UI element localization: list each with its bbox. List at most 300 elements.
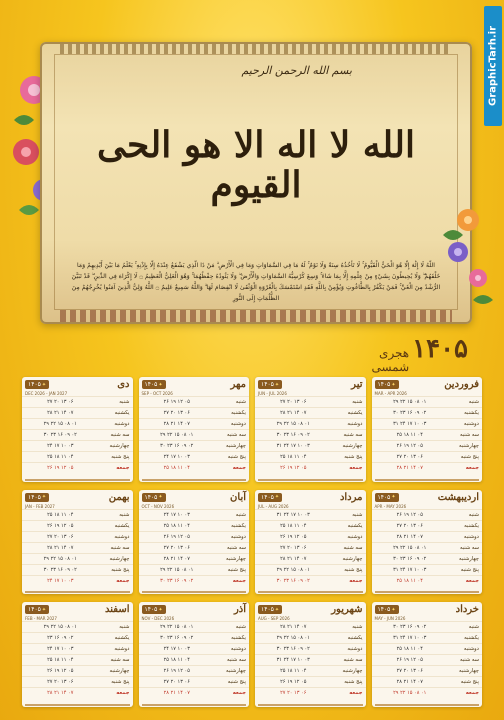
gregorian-range: AUG - SEP 2026 [258,616,290,622]
month-year-badge [375,380,399,389]
month-year-badge [142,493,166,502]
weekday-dates: ۰۷ ۱۴ ۲۱ ۲۸ [396,679,423,686]
weekday-label: چهارشنبه [342,555,363,562]
year-label: هجری شمسی [371,346,410,374]
gregorian-range: NOV - DEC 2026 [141,616,175,622]
weekday-label: شنبه [235,399,246,405]
weekday-dates: ۰۴ ۱۱ ۱۸ ۲۵ [163,522,190,529]
weekday-dates: ۰۱ ۰۸ ۱۵ ۲۲ ۲۹ [160,432,194,438]
weekday-row [372,396,483,407]
weekday-dates: ۰۱ ۰۸ ۱۵ ۲۲ ۲۹ [43,555,77,562]
weekday-row [255,440,366,451]
weekday-label: جمعه [465,577,479,584]
weekday-dates: ۰۵ ۱۲ ۱۹ ۲۶ [280,465,307,471]
weekday-label: شنبه [119,399,130,405]
weekday-row [139,407,250,418]
weekday-row [255,654,366,665]
weekday-dates: ۰۲ ۰۹ ۱۶ ۲۳ ۳۰ [160,443,194,449]
weekday-dates: ۰۱ ۰۸ ۱۵ ۲۲ ۲۹ [160,624,194,631]
weekday-dates: ۰۲ ۰۹ ۱۶ ۲۳ ۳۰ [393,410,427,416]
month-footer-bar [375,479,480,481]
month-name: بهمن [108,491,130,503]
weekday-dates: ۰۷ ۱۴ ۲۱ ۲۸ [163,690,190,697]
weekday-row [139,553,250,564]
star-icon: ✦ [41,494,47,501]
weekday-label: چهارشنبه [226,443,246,449]
weekday-label: یکشنبه [464,522,479,529]
month-card [255,602,366,707]
weekday-dates: ۰۶ ۱۳ ۲۰ ۲۷ [47,399,74,405]
month-year-badge [142,380,166,389]
weekday-dates: ۰۲ ۰۹ ۱۶ ۲۳ ۳۰ [276,432,310,438]
month-card [139,490,250,595]
month-header [22,490,133,504]
weekday-dates: ۰۳ ۱۰ ۱۷ ۲۴ ۳۱ [393,566,427,573]
weekday-label: پنج شنبه [111,566,130,573]
weekday-dates: ۰۴ ۱۱ ۱۸ ۲۵ [280,668,307,675]
month-year: ۱۴۰۵ [144,606,158,614]
year-heading [358,334,468,374]
weekday-label: چهارشنبه [226,668,246,675]
weekday-row [22,440,133,451]
month-name: آبان [230,491,246,503]
weekday-row [372,440,483,451]
weekday-label: یکشنبه [114,635,130,642]
weekday-label: جمعه [465,690,479,697]
weekday-row [22,643,133,654]
month-footer-bar [258,704,363,706]
weekday-dates: ۰۳ ۱۰ ۱۷ ۲۴ [47,443,74,449]
weekday-dates: ۰۵ ۱۲ ۱۹ ۲۶ [47,465,74,471]
weekday-row [372,643,483,654]
weekday-row [372,687,483,698]
weekday-row [22,553,133,564]
month-card [139,377,250,482]
weekday-row [255,553,366,564]
month-name: اردیبهشت [437,491,479,503]
weekday-row [22,418,133,429]
weekday-row [255,407,366,418]
weekday-row [22,542,133,553]
star-icon: ✦ [274,606,280,613]
weekday-dates: ۰۷ ۱۴ ۲۱ ۲۸ [280,624,307,631]
star-icon: ✦ [158,606,163,613]
month-footer-bar [25,704,130,706]
weekday-dates: ۰۷ ۱۴ ۲۱ ۲۸ [47,690,74,697]
month-header [22,377,133,391]
month-year: ۱۴۰۵ [144,381,158,388]
weekday-label: شنبه [468,511,479,518]
weekday-row [372,451,483,462]
gregorian-range: DEC 2026 - JAN 2027 [25,391,68,396]
year-number: ۱۴۰۵ [412,334,468,364]
month-header [139,377,250,391]
weekday-row [255,632,366,643]
month-card [22,490,133,595]
weekday-row [139,429,250,440]
weekday-label: سه شنبه [343,657,363,664]
weekday-dates: ۰۱ ۰۸ ۱۵ ۲۲ ۲۹ [43,421,77,427]
weekday-row [372,632,483,643]
weekday-label: شنبه [119,511,130,518]
weekday-row [139,575,250,586]
weekday-dates: ۰۵ ۱۲ ۱۹ ۲۶ [396,657,423,664]
weekday-dates: ۰۷ ۱۴ ۲۱ ۲۸ [396,533,423,540]
weekday-row [139,542,250,553]
weekday-row [255,621,366,632]
weekday-dates: ۰۶ ۱۳ ۲۰ ۲۷ [280,544,307,551]
month-name: فروردین [444,379,479,390]
weekday-dates: ۰۳ ۱۰ ۱۷ ۲۴ ۳۱ [276,443,310,449]
weekday-dates: ۰۶ ۱۳ ۲۰ ۲۷ [163,679,190,686]
weekday-label: دوشنبه [114,646,130,653]
weekday-dates: ۰۱ ۰۸ ۱۵ ۲۲ ۲۹ [393,690,427,697]
weekday-label: پنج شنبه [227,566,246,573]
weekday-row [22,396,133,407]
weekday-row [255,676,366,687]
weekday-row [372,676,483,687]
weekday-label: دوشنبه [114,533,130,540]
weekday-label: سه شنبه [226,432,246,438]
weekday-label: پنج شنبه [460,566,479,573]
weekday-row [372,553,483,564]
month-footer-bar [258,591,363,593]
weekday-label: جمعه [232,465,246,471]
weekday-row [22,575,133,586]
weekday-dates: ۰۴ ۱۱ ۱۸ ۲۵ [47,454,74,460]
weekday-row [139,531,250,542]
weekday-row [22,451,133,462]
gregorian-range: OCT - NOV 2026 [141,503,175,509]
weekday-dates: ۰۲ ۰۹ ۱۶ ۲۳ ۳۰ [43,432,77,438]
weekday-label: یکشنبه [464,410,479,416]
weekday-dates: ۰۵ ۱۲ ۱۹ ۲۶ [280,679,307,686]
month-year: ۱۴۰۵ [28,493,41,501]
weekday-dates: ۰۱ ۰۸ ۱۵ ۲۲ ۲۹ [276,566,310,573]
weekday-dates: ۰۱ ۰۸ ۱۵ ۲۲ ۲۹ [43,624,77,631]
weekday-label: یکشنبه [231,522,246,529]
weekday-dates: ۰۳ ۱۰ ۱۷ ۲۴ ۳۱ [276,657,310,664]
weekday-row [139,665,250,676]
month-year: ۱۴۰۵ [377,606,391,614]
weekday-dates: ۰۴ ۱۱ ۱۸ ۲۵ [163,465,190,471]
weekday-row [372,665,483,676]
month-header [255,377,366,391]
star-icon: ✦ [391,606,396,613]
weekday-label: دوشنبه [347,646,363,653]
month-name: مهر [230,379,246,390]
month-year-badge [25,605,49,614]
gregorian-range: JUN - JUL 2026 [258,391,287,396]
weekday-dates: ۰۷ ۱۴ ۲۱ ۲۸ [280,555,307,562]
weekday-label: جمعه [465,465,479,471]
weekday-label: یکشنبه [114,410,130,416]
weekday-label: یکشنبه [347,635,363,642]
weekday-row [22,654,133,665]
weekday-label: پنج شنبه [460,454,479,460]
weekday-row [372,575,483,586]
weekday-dates: ۰۶ ۱۳ ۲۰ ۲۷ [47,533,74,540]
weekday-dates: ۰۳ ۱۰ ۱۷ ۲۴ [163,454,190,460]
weekday-row [139,564,250,575]
month-footer-bar [25,591,130,593]
weekday-label: پنج شنبه [227,454,246,460]
month-year-badge [258,380,282,389]
month-footer-bar [375,704,480,706]
weekday-dates: ۰۵ ۱۲ ۱۹ ۲۶ [163,533,190,540]
weekday-label: شنبه [468,624,479,631]
gregorian-range: MAR - APR 2026 [374,391,407,396]
weekday-row [22,564,133,575]
weekday-dates: ۰۶ ۱۳ ۲۰ ۲۷ [280,690,307,697]
weekday-dates: ۰۱ ۰۸ ۱۵ ۲۲ ۲۹ [276,635,310,642]
weekday-dates: ۰۲ ۰۹ ۱۶ ۲۳ ۳۰ [393,624,427,631]
weekday-dates: ۰۲ ۰۹ ۱۶ ۲۳ ۳۰ [393,555,427,562]
weekday-row [372,407,483,418]
weekday-row [139,509,250,520]
weekday-dates: ۰۵ ۱۲ ۱۹ ۲۶ [396,443,423,449]
weekday-label: جمعه [349,465,363,471]
weekday-row [255,418,366,429]
weekday-label: دوشنبه [114,421,130,427]
weekday-row [139,451,250,462]
weekday-label: جمعه [116,577,130,584]
weekday-label: چهارشنبه [342,443,363,449]
weekday-label: دوشنبه [230,533,246,540]
weekday-dates: ۰۳ ۱۰ ۱۷ ۲۴ [163,511,190,518]
weekday-label: دوشنبه [463,646,479,653]
month-card [372,377,483,482]
weekday-dates: ۰۶ ۱۳ ۲۰ ۲۷ [396,522,423,529]
weekday-label: چهارشنبه [459,668,479,675]
weekday-row [372,462,483,473]
bismillah: بسم الله الرحمن الرحیم [241,64,352,77]
weekday-label: چهارشنبه [459,443,479,449]
weekday-dates: ۰۷ ۱۴ ۲۱ ۲۸ [396,465,423,471]
weekday-row [139,687,250,698]
scroll-border-bottom [60,310,452,322]
weekday-label: یکشنبه [347,522,363,529]
weekday-row [372,542,483,553]
calligraphy-title: الله لا اله الا هو الحی القیوم [97,124,415,206]
weekday-row [255,687,366,698]
star-icon: ✦ [41,606,47,613]
weekday-dates: ۰۷ ۱۴ ۲۱ ۲۸ [163,555,190,562]
weekday-dates: ۰۵ ۱۲ ۱۹ ۲۶ [163,399,190,405]
weekday-label: سه شنبه [110,657,130,664]
gregorian-range: FEB - MAR 2027 [25,616,57,622]
weekday-label: سه شنبه [459,657,479,664]
weekday-dates: ۰۲ ۰۹ ۱۶ ۲۳ ۳۰ [276,646,310,653]
weekday-row [139,520,250,531]
weekday-label: جمعه [232,690,246,697]
month-year: ۱۴۰۵ [261,606,274,614]
weekday-row [22,665,133,676]
weekday-row [139,440,250,451]
weekday-row [372,621,483,632]
flower-bouquet-right [438,190,498,310]
weekday-row [255,542,366,553]
weekday-dates: ۰۵ ۱۲ ۱۹ ۲۶ [47,668,74,675]
weekday-label: پنج شنبه [460,679,479,686]
gregorian-range: MAY - JUN 2026 [374,616,406,622]
month-year: ۱۴۰۵ [261,493,274,501]
weekday-label: چهارشنبه [342,668,363,675]
weekday-row [372,564,483,575]
weekday-label: شنبه [352,399,363,405]
weekday-label: سه شنبه [343,544,363,551]
scroll-border-top [60,44,452,54]
weekday-label: جمعه [116,690,130,697]
weekday-label: شنبه [235,511,246,518]
weekday-dates: ۰۴ ۱۱ ۱۸ ۲۵ [396,646,423,653]
weekday-dates: ۰۶ ۱۳ ۲۰ ۲۷ [163,410,190,416]
weekday-row [22,462,133,473]
weekday-label: یکشنبه [231,410,246,416]
weekday-label: جمعه [232,577,246,584]
month-year-badge [258,605,282,614]
weekday-label: دوشنبه [347,533,363,540]
weekday-label: دوشنبه [347,421,363,427]
weekday-row [372,418,483,429]
month-card [255,377,366,482]
weekday-label: شنبه [352,624,363,631]
month-year: ۱۴۰۵ [28,381,41,388]
weekday-label: پنج شنبه [344,454,363,460]
weekday-row [22,407,133,418]
weekday-row [255,429,366,440]
weekday-row [255,396,366,407]
weekday-row [22,621,133,632]
weekday-dates: ۰۲ ۰۹ ۱۶ ۲۳ ۳۰ [160,577,194,584]
weekday-label: چهارشنبه [459,555,479,562]
month-year-badge [25,380,49,389]
weekday-row [22,520,133,531]
month-name: مرداد [339,491,363,503]
weekday-label: سه شنبه [226,657,246,664]
weekday-row [22,531,133,542]
weekday-label: شنبه [119,624,130,631]
weekday-dates: ۰۷ ۱۴ ۲۱ ۲۸ [280,410,307,416]
weekday-label: جمعه [116,465,130,471]
weekday-dates: ۰۷ ۱۴ ۲۱ ۲۸ [47,544,74,551]
weekday-dates: ۰۳ ۱۰ ۱۷ ۲۴ [47,646,74,653]
weekday-row [22,687,133,698]
gregorian-range: SEP - OCT 2026 [141,391,173,396]
weekday-dates: ۰۲ ۰۹ ۱۶ ۲۳ ۳۰ [43,566,77,573]
weekday-label: جمعه [349,577,363,584]
weekday-row [372,429,483,440]
month-year-badge [25,493,49,502]
weekday-dates: ۰۵ ۱۲ ۱۹ ۲۶ [396,511,423,518]
month-header [255,602,366,616]
weekday-row [372,531,483,542]
weekday-dates: ۰۷ ۱۴ ۲۱ ۲۸ [163,421,190,427]
month-year: ۱۴۰۵ [261,381,274,388]
weekday-dates: ۰۲ ۰۹ ۱۶ ۲۳ [47,635,74,642]
weekday-dates: ۰۳ ۱۰ ۱۷ ۲۴ ۳۱ [393,635,427,642]
weekday-dates: ۰۴ ۱۱ ۱۸ ۲۵ [47,657,74,664]
weekday-label: جمعه [349,690,363,697]
weekday-dates: ۰۶ ۱۳ ۲۰ ۲۷ [396,668,423,675]
star-icon: ✦ [158,381,163,388]
month-footer-bar [142,704,247,706]
weekday-row [22,429,133,440]
weekday-dates: ۰۶ ۱۳ ۲۰ ۲۷ [396,454,423,460]
weekday-row [255,451,366,462]
star-icon: ✦ [274,381,280,388]
weekday-row [255,643,366,654]
watermark: GraphicTarh.ir [484,6,502,126]
month-header [372,377,483,391]
weekday-label: سه شنبه [110,432,130,438]
month-header [139,602,250,616]
weekday-label: چهارشنبه [109,555,130,562]
weekday-label: سه شنبه [459,432,479,438]
month-name: خرداد [455,604,479,616]
weekday-row [255,575,366,586]
weekday-row [255,531,366,542]
weekday-row [255,520,366,531]
weekday-label: پنج شنبه [111,454,130,460]
weekday-row [255,665,366,676]
star-icon: ✦ [391,381,396,388]
month-header [255,490,366,504]
month-footer-bar [258,479,363,481]
weekday-label: چهارشنبه [226,555,246,562]
month-header [139,490,250,504]
weekday-dates: ۰۴ ۱۱ ۱۸ ۲۵ [47,511,74,518]
weekday-label: یکشنبه [114,522,130,529]
weekday-label: سه شنبه [110,544,130,551]
weekday-dates: ۰۱ ۰۸ ۱۵ ۲۲ ۲۹ [393,399,427,405]
weekday-label: یکشنبه [347,410,363,416]
weekday-row [255,462,366,473]
weekday-label: سه شنبه [226,544,246,551]
weekday-label: شنبه [235,624,246,631]
weekday-label: پنج شنبه [227,679,246,686]
weekday-row [255,509,366,520]
weekday-dates: ۰۲ ۰۹ ۱۶ ۲۳ ۳۰ [276,577,310,584]
weekday-dates: ۰۷ ۱۴ ۲۱ ۲۸ [47,410,74,416]
month-name: آذر [233,604,246,616]
weekday-row [139,676,250,687]
weekday-label: پنج شنبه [111,679,130,686]
month-footer-bar [142,591,247,593]
month-header [372,490,483,504]
weekday-label: دوشنبه [463,421,479,427]
weekday-dates: ۰۳ ۱۰ ۱۷ ۲۴ ۳۱ [393,421,427,427]
month-year-badge [375,605,399,614]
star-icon: ✦ [158,494,163,501]
weekday-dates: ۰۱ ۰۸ ۱۵ ۲۲ ۲۹ [160,566,194,573]
weekday-row [22,676,133,687]
ayat-al-kursi-scroll [40,42,472,324]
weekday-label: دوشنبه [230,421,246,427]
month-year: ۱۴۰۵ [377,381,391,388]
weekday-dates: ۰۵ ۱۲ ۱۹ ۲۶ [163,668,190,675]
month-footer-bar [142,479,247,481]
month-card [22,377,133,482]
weekday-dates: ۰۱ ۰۸ ۱۵ ۲۲ ۲۹ [393,544,427,551]
weekday-row [139,462,250,473]
weekday-label: دوشنبه [463,533,479,540]
month-footer-bar [375,591,480,593]
weekday-label: چهارشنبه [109,443,130,449]
weekday-dates: ۰۶ ۱۳ ۲۰ ۲۷ [280,399,307,405]
weekday-row [372,509,483,520]
weekday-row [139,621,250,632]
